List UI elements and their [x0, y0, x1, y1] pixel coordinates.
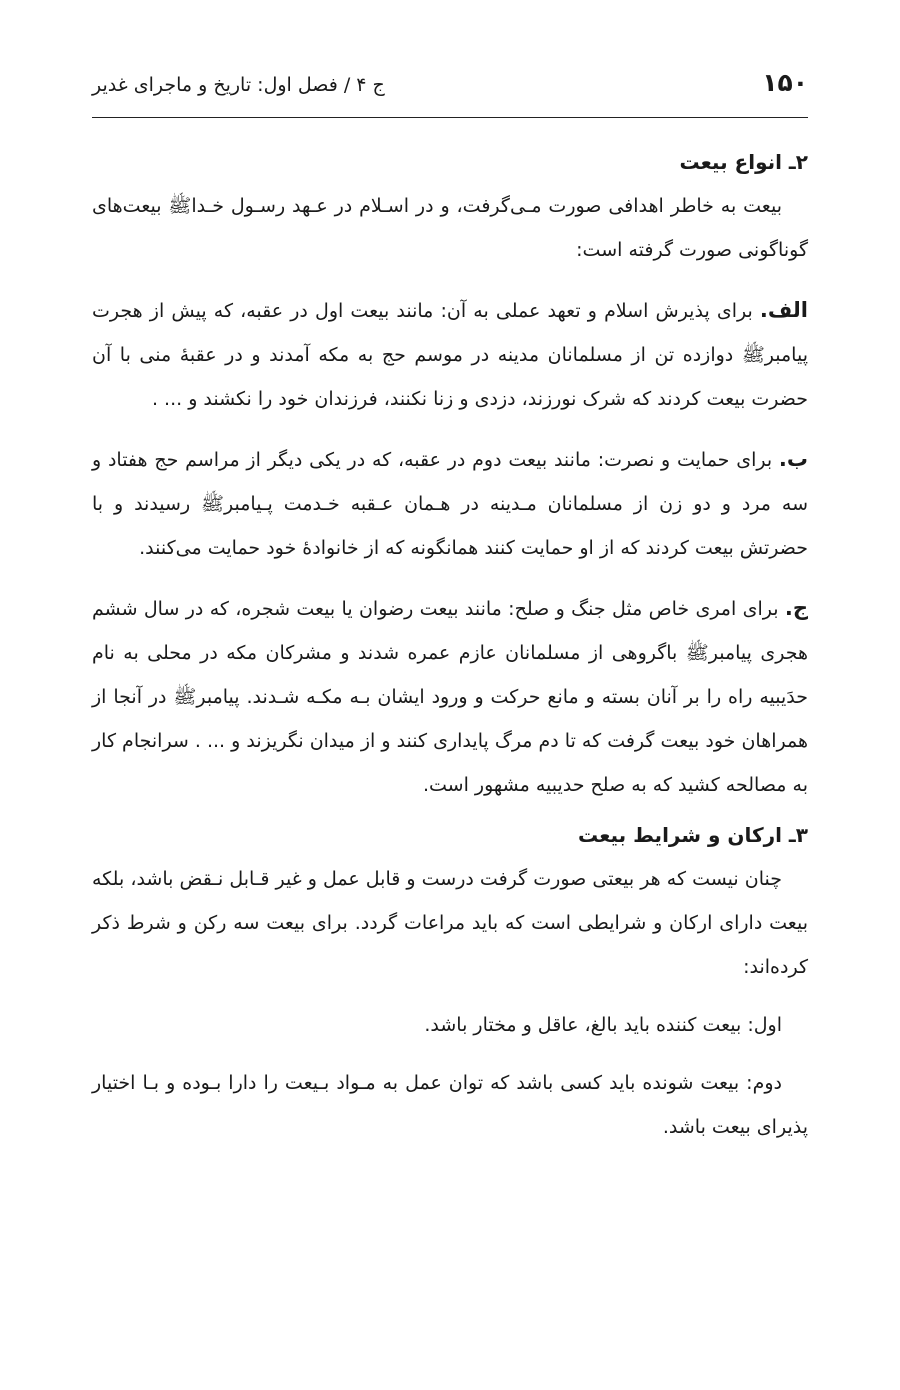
- header-divider: [92, 117, 808, 118]
- item-letter: الف.: [759, 298, 808, 322]
- item-text: برای امری خاص مثل جنگ و صلح: مانند بیعت رضوان یا بیعت شجره، که در سال ششم هجری پیامبرﷺ باگروهی از مسلمانان عازم عمره شدند و مشرکان مکه در محلی به نام حدَیبیه راه را بر آنان بسته و مانع حرکت و ورود ایشان بـه مکـه شـدند. پیامبرﷺ در آنجا از همراهان خود بیعت گرفت که تا دم مرگ پایداری کنند و از میدان نگریزند و ... . سرانجام کار به مصالحه کشید که به صلح حدیبیه مشهور است.: [92, 598, 808, 796]
- paragraph-types-intro: بیعت به خاطر اهدافی صورت مـی‌گرفت، و در اسـلام در عـهد رسـول خـداﷺ بیعت‌های گوناگونی صورت گرفته است:: [92, 195, 808, 261]
- item-letter: ج.: [784, 596, 808, 620]
- item-text: برای پذیرش اسلام و تعهد عملی به آن: مانند بیعت اول در عقبه، که پیش از هجرت پیامبرﷺ دوازده تن از مسلمانان مدینه در موسم حج به مکه آمدند و در عقبهٔ منی با آن حضرت بیعت کردند که شرک نورزند، دزدی و زنا نکنند، فرزندان خود را نکشند و ... .: [92, 300, 808, 410]
- item-be: [92, 437, 808, 570]
- page-body: [92, 140, 808, 1149]
- item-alef: [92, 288, 808, 421]
- section-heading-conditions: ۳ـ ارکان و شرایط بیعت: [578, 823, 808, 847]
- condition-first: اول: بیعت کننده باید بالغ، عاقل و مختار باشد.: [424, 1014, 782, 1036]
- item-letter: ب.: [778, 447, 808, 471]
- item-text: برای حمایت و نصرت: مانند بیعت دوم در عقبه، که در یکی دیگر از مراسم حج هفتاد و سه مرد و دو زن از مسلمانان مـدینه در هـمان عـقبه خـدمت پـیامبرﷺ رسیدند و با حضرتش بیعت کردند که از او حمایت کنند همانگونه که از خانوادهٔ خود حمایت می‌کنند.: [92, 449, 808, 559]
- item-jim: [92, 586, 808, 807]
- paragraph-conditions-intro: چنان نیست که هر بیعتی صورت گرفت درست و قابل عمل و غیر قـابل نـقض باشد، بلکه بیعت دارای ارکان و شرایطی است که باید مراعات گردد. برای بیعت سه رکن و شرط ذکر کرده‌اند:: [92, 868, 808, 978]
- page-number: ۱۵۰: [762, 68, 808, 97]
- running-title: ج ۴ / فصل اول: تاریخ و ماجرای غدیر: [92, 74, 385, 96]
- page-header: [92, 62, 808, 118]
- section-heading-types: ۲ـ انواع بیعت: [679, 150, 808, 174]
- condition-second: دوم: بیعت شونده باید کسی باشد که توان عمل به مـواد بـیعت را دارا بـوده و بـا اختیار پذیرای بیعت باشد.: [92, 1072, 808, 1138]
